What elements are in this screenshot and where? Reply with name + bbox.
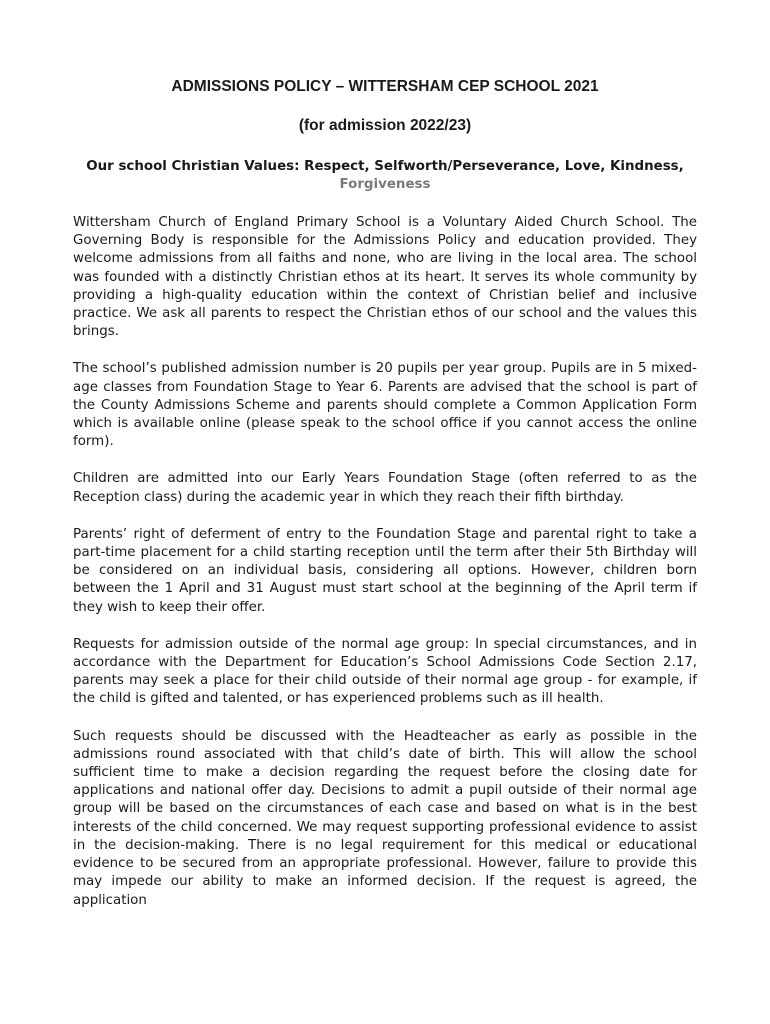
paragraph-early-years: Children are admitted into our Early Years Foundation Stage (often referred to as the Reception class) during the academic year in which they reach their fifth birthday. <box>73 471 697 505</box>
paragraph-outside-age-group: Requests for admission outside of the normal age group: In special circumstances, and in accordance with the Department for Education’s School Admissions Code Section 2.17, parents may seek a place for their child outside of their normal age group - for example, if the child is gifted and talented, or has experienced problems such as ill health. <box>73 636 697 707</box>
paragraph-deferment: Parents’ right of deferment of entry to the Foundation Stage and parental right to take a part-time placement for a child starting reception until the term after their 5th Birthday will be considered on an individual basis, considering all options. However, children born between the 1 April and 31 August must start school at the beginning of the April term if they wish to keep their offer. <box>73 526 697 615</box>
paragraph-admission-number: The school’s published admission number is 20 pupils per year group. Pupils are in 5 mixed-age classes from Foundation Stage to Year 6. Parents are advised that the school is part of the County Admissions Scheme and parents should complete a Common Application Form which is available online (please speak to the school office if you cannot access the online form). <box>73 361 697 450</box>
christian-values-heading <box>73 158 697 194</box>
values-forgiveness: Forgiveness <box>339 177 431 192</box>
paragraph-intro: Wittersham Church of England Primary School is a Voluntary Aided Church School. The Governing Body is responsible for the Admissions Policy and education provided. They welcome admissions from all faiths and none, who are living in the local area. The school was founded with a distinctly Christian ethos at its heart. It serves its whole community by providing a high-quality education within the context of Christian belief and inclusive practice. We ask all parents to respect the Christian ethos of our school and the values this brings. <box>73 215 697 340</box>
document-subtitle: (for admission 2022/23) <box>298 117 472 134</box>
document-title: ADMISSIONS POLICY – WITTERSHAM CEP SCHOOL 2021 <box>171 78 599 95</box>
document-page <box>73 76 697 910</box>
values-text: Our school Christian Values: Respect, Selfworth/Perseverance, Love, Kindness, <box>86 159 684 174</box>
paragraph-requests-discussion: Such requests should be discussed with the Headteacher as early as possible in the admissions round associated with that child’s date of birth. This will allow the school sufficient time to make a decision regarding the request before the closing date for applications and national offer day. Decisions to admit a pupil outside of their normal age group will be based on the circumstances of each case and based on what is in the best interests of the child concerned. We may request supporting professional evidence to assist in the decision-making. There is no legal requirement for this medical or educational evidence to be secured from an appropriate professional. However, failure to provide this may impede our ability to make an informed decision. If the request is agreed, the application <box>73 728 697 908</box>
